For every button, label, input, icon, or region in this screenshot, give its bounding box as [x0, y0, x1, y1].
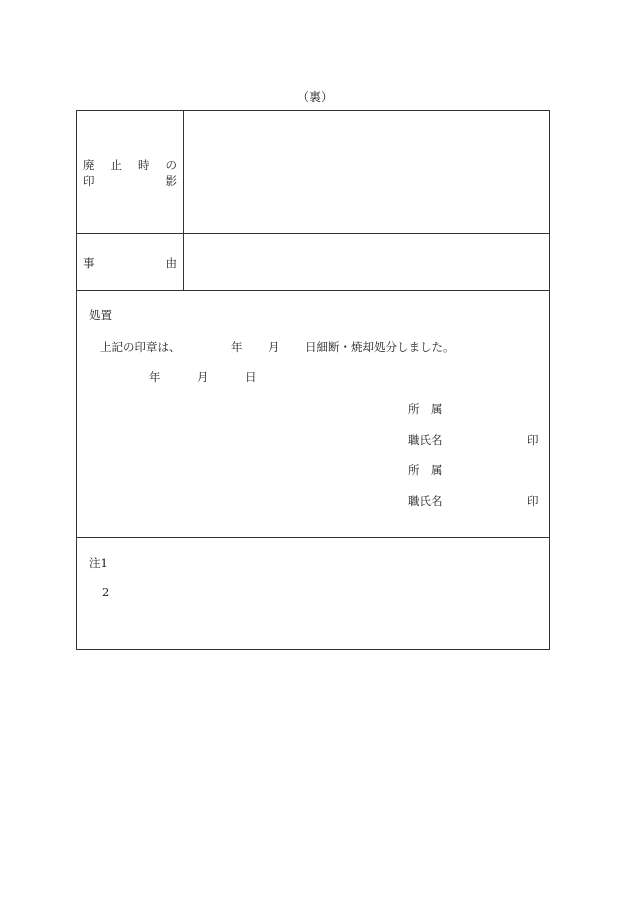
statement-year: 年	[231, 340, 243, 354]
page-title: （裏）	[296, 90, 333, 104]
signer1-affiliation-label: 所 属	[408, 402, 443, 416]
row-divider-disposal	[77, 537, 549, 538]
signer1-name-label: 職氏名	[408, 433, 443, 447]
statement-suffix: 日細断・焼却処分しました。	[305, 340, 455, 354]
seal-impression-area[interactable]	[184, 111, 550, 233]
reason-label: 事 由	[83, 256, 177, 270]
signer2-name-label: 職氏名	[408, 494, 443, 508]
impression-label-line2: 印 影	[83, 174, 177, 188]
date-day: 日	[245, 370, 257, 384]
impression-label-line1: 廃 止 時 の	[83, 158, 177, 172]
disposal-heading: 処置	[89, 308, 112, 322]
signer2-seal-mark: 印	[527, 494, 539, 508]
date-year: 年	[149, 370, 161, 384]
row-divider-reason	[77, 290, 549, 291]
statement-prefix: 上記の印章は、	[100, 340, 181, 354]
statement-month: 月	[268, 340, 280, 354]
signer2-affiliation-label: 所 属	[408, 463, 443, 477]
notes-heading: 注1	[89, 556, 108, 570]
signer1-seal-mark: 印	[527, 433, 539, 447]
reason-field[interactable]	[184, 234, 550, 290]
disposal-form	[76, 110, 550, 650]
notes-item-2: 2	[102, 585, 110, 599]
date-month: 月	[197, 370, 209, 384]
